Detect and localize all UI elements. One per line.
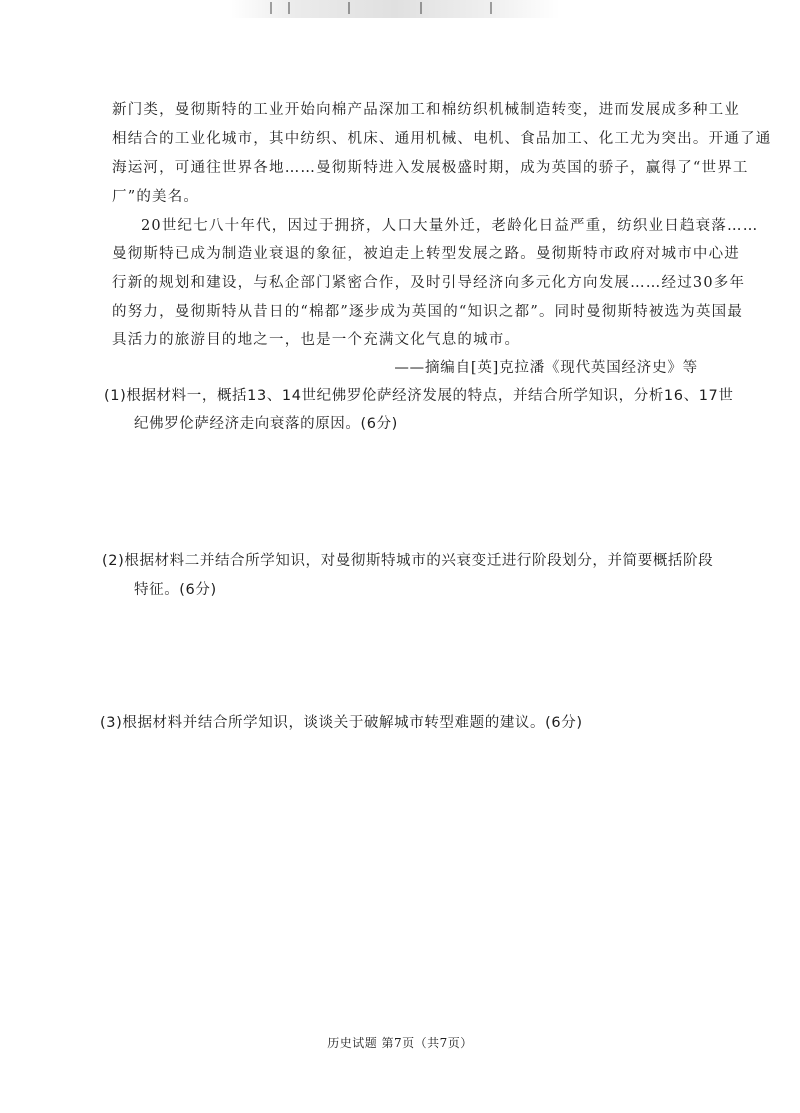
material-line: 具活力的旅游目的地之一，也是一个充满文化气息的城市。 bbox=[112, 332, 521, 348]
page-footer: 历史试题 第7页（共7页） bbox=[327, 1036, 473, 1050]
question-1-line: (1)根据材料一，概括13、14世纪佛罗伦萨经济发展的特点，并结合所学知识，分析16、17世 bbox=[104, 388, 734, 404]
material-line: 海运河，可通往世界各地……曼彻斯特进入发展极盛时期，成为英国的骄子，赢得了“世界工 bbox=[112, 160, 749, 176]
material-line: 曼彻斯特已成为制造业衰退的象征，被迫走上转型发展之路。曼彻斯特市政府对城市中心进 bbox=[112, 246, 740, 262]
scan-tick bbox=[288, 2, 290, 14]
question-1-line: 纪佛罗伦萨经济走向衰落的原因。(6分) bbox=[134, 416, 398, 432]
material-line: 相结合的工业化城市，其中纺织、机床、通用机械、电机、食品加工、化工尤为突出。开通了通 bbox=[112, 131, 772, 147]
material-line: 新门类，曼彻斯特的工业开始向棉产品深加工和棉纺织机械制造转变，进而发展成多种工业 bbox=[112, 102, 740, 118]
scan-artifact bbox=[230, 0, 560, 18]
source-attribution: ——摘编自[英]克拉潘《现代英国经济史》等 bbox=[394, 360, 698, 376]
material-line: 的努力，曼彻斯特从昔日的“棉都”逐步成为英国的“知识之都”。同时曼彻斯特被选为英国最 bbox=[112, 304, 744, 320]
material-line: 厂”的美名。 bbox=[112, 189, 200, 205]
question-2-line: 特征。(6分) bbox=[134, 582, 217, 598]
material-line: 20世纪七八十年代，因过于拥挤，人口大量外迁，老龄化日益严重，纺织业日趋衰落…… bbox=[141, 218, 759, 234]
scan-tick bbox=[490, 2, 492, 14]
question-2-line: (2)根据材料二并结合所学知识，对曼彻斯特城市的兴衰变迁进行阶段划分，并简要概括阶段 bbox=[102, 553, 714, 569]
scan-tick bbox=[420, 2, 422, 14]
question-3-line: (3)根据材料并结合所学知识，谈谈关于破解城市转型难题的建议。(6分) bbox=[100, 715, 583, 731]
material-line: 行新的规划和建设，与私企部门紧密合作，及时引导经济向多元化方向发展……经过30多年 bbox=[112, 275, 746, 291]
scan-tick bbox=[348, 2, 350, 14]
scan-tick bbox=[270, 2, 272, 14]
